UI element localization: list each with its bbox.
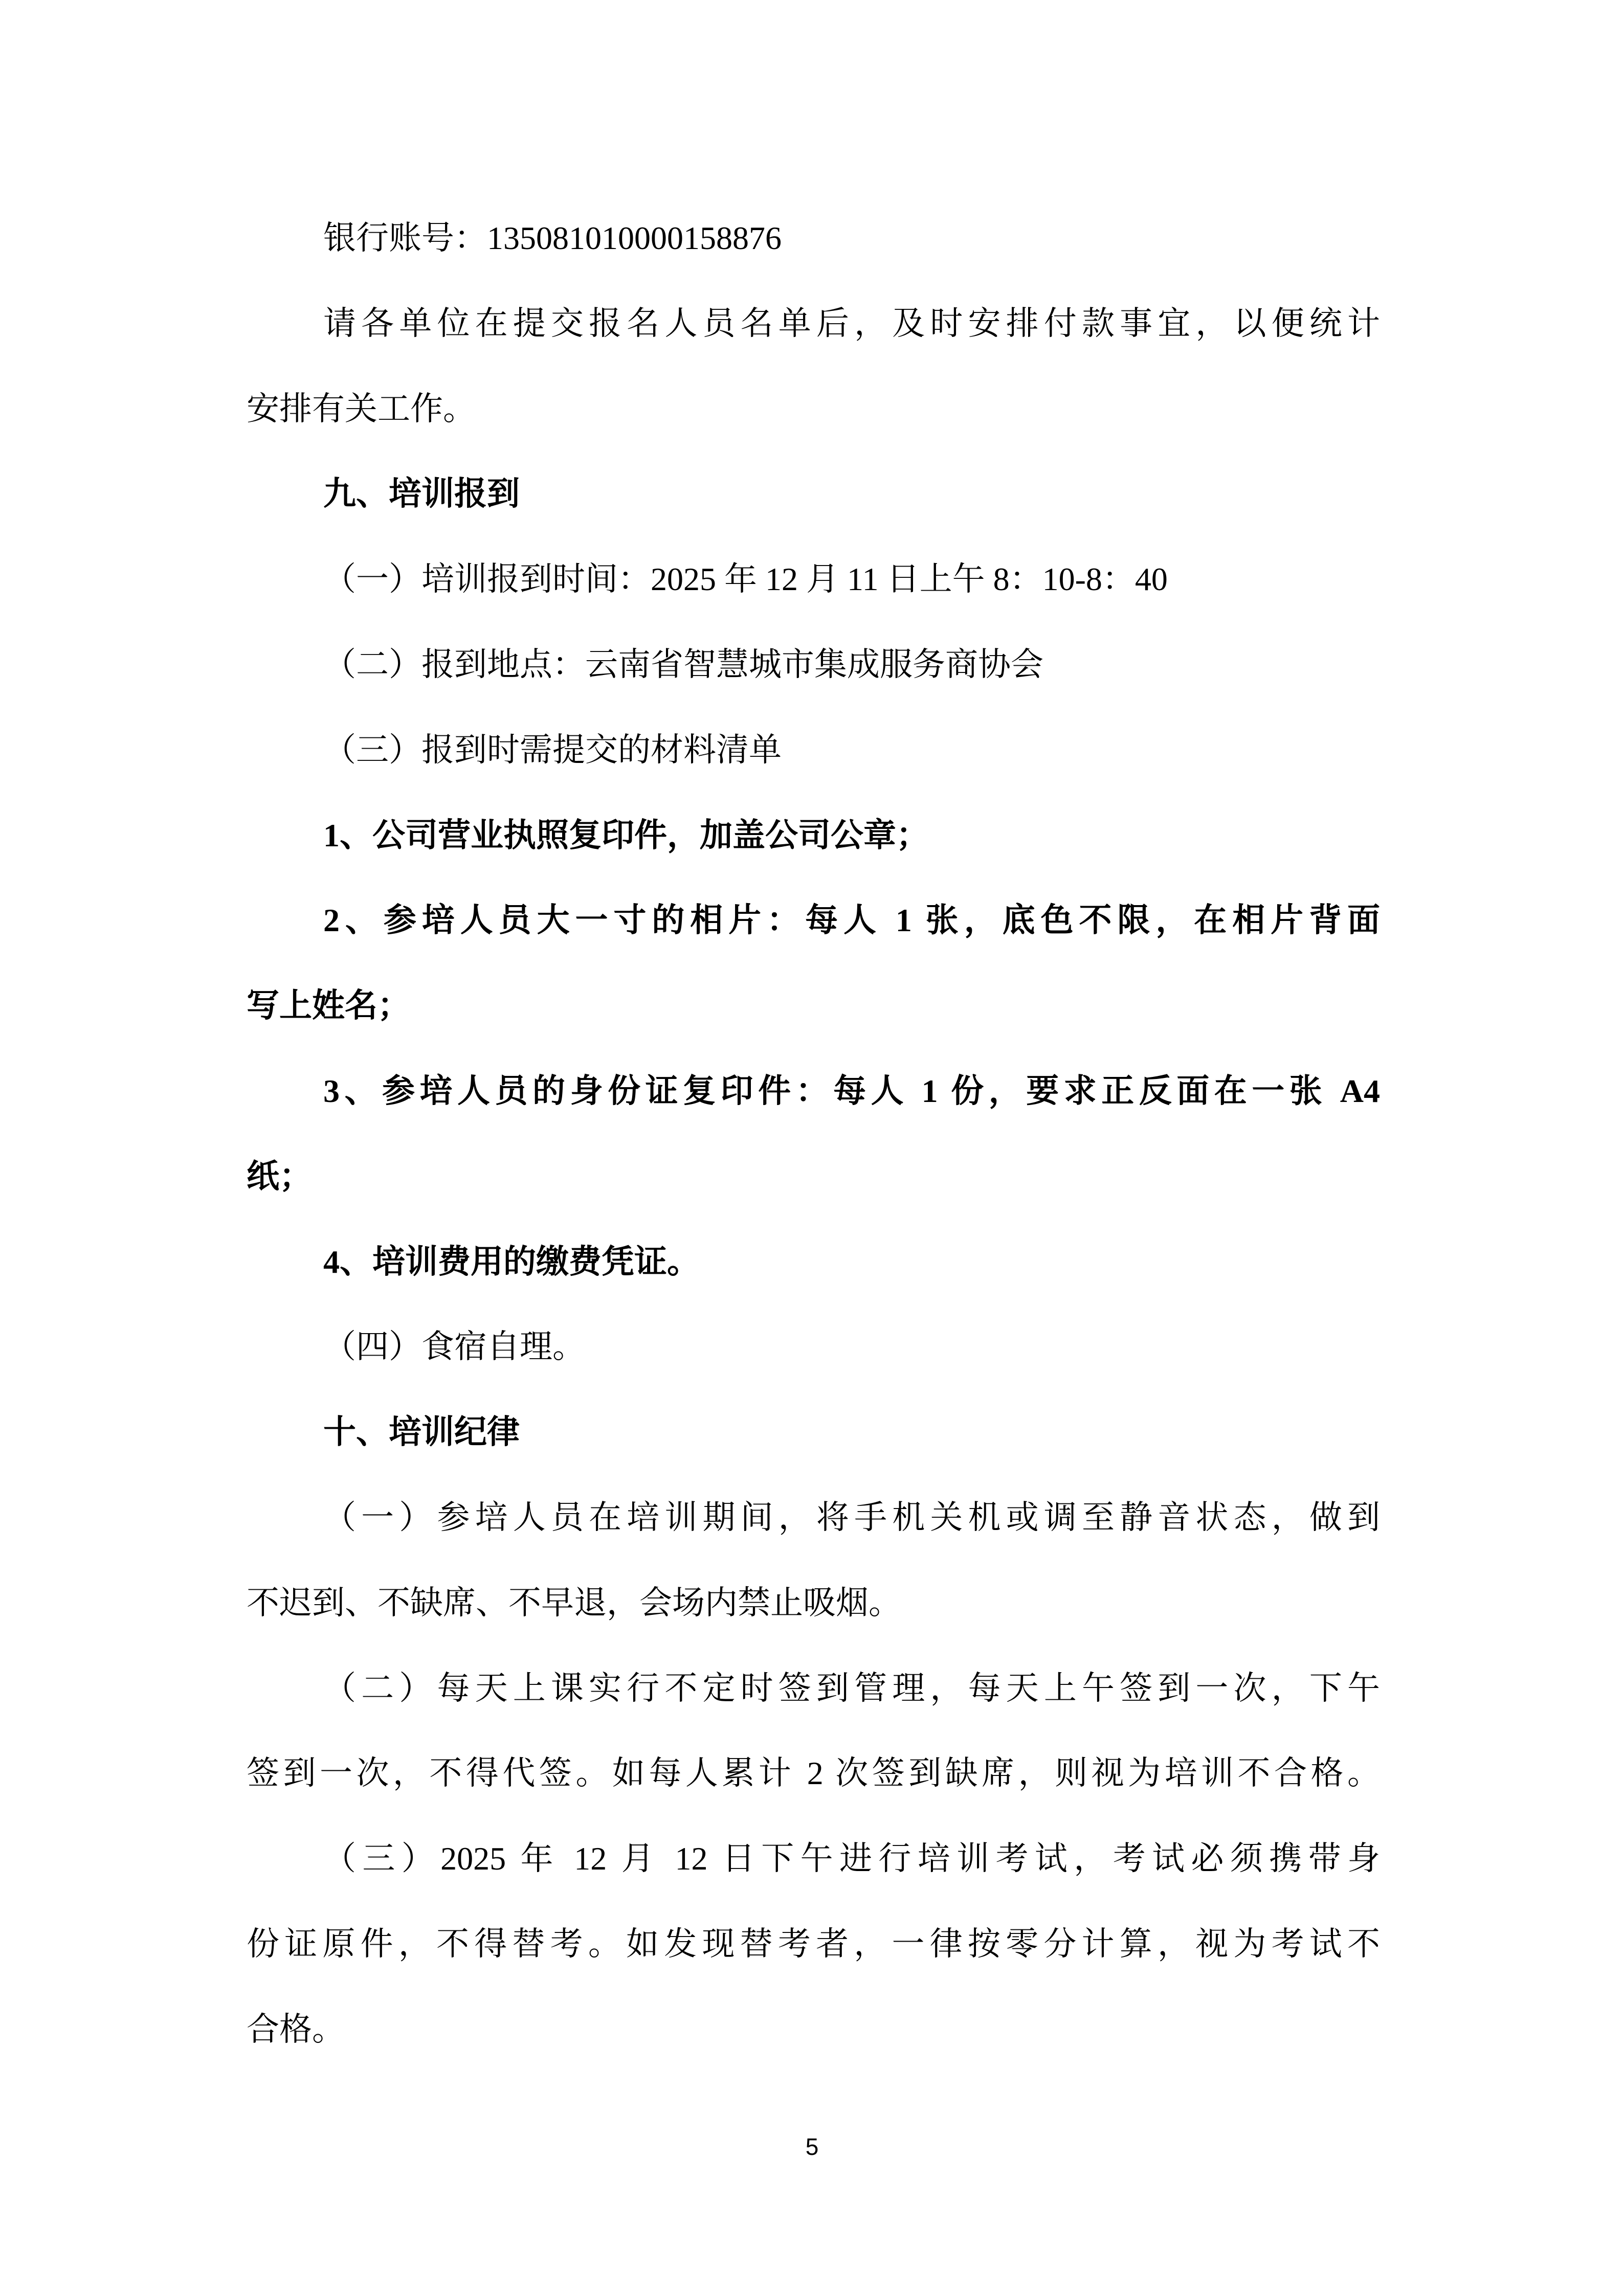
line-material-3a: 3、参培人员的身份证复印件：每人 1 份，要求正反面在一张 A4 xyxy=(323,1072,1380,1109)
document-body xyxy=(247,196,1380,2073)
line-discipline-3b: 份证原件，不得替考。如发现替考者，一律按零分计算，视为考试不 xyxy=(247,1925,1380,1962)
line-bank-account-number: 银行账号：135081010000158876 xyxy=(323,220,782,256)
line-material-1: 1、公司营业执照复印件，加盖公司公章； xyxy=(323,817,929,853)
line-meals-self-care: （四）食宿自理。 xyxy=(323,1329,585,1365)
heading-section-10: 十、培训纪律 xyxy=(323,1414,520,1451)
line-discipline-1a: （一）参培人员在培训期间，将手机关机或调至静音状态，做到 xyxy=(323,1499,1380,1536)
line-discipline-1b: 不迟到、不缺席、不早退，会场内禁止吸烟。 xyxy=(247,1584,901,1621)
line-material-2b: 写上姓名； xyxy=(247,987,410,1024)
line-payment-notice-2: 安排有关工作。 xyxy=(247,390,476,427)
line-material-2a: 2、参培人员大一寸的相片：每人 1 张，底色不限，在相片背面 xyxy=(323,902,1380,939)
line-material-3b: 纸； xyxy=(247,1158,312,1195)
line-materials-list-intro: （三）报到时需提交的材料清单 xyxy=(323,731,782,768)
line-checkin-location: （二）报到地点：云南省智慧城市集成服务商协会 xyxy=(323,646,1043,683)
heading-section-9: 九、培训报到 xyxy=(323,476,520,512)
line-payment-notice-1: 请各单位在提交报名人员名单后，及时安排付款事宜，以便统计 xyxy=(323,305,1380,342)
line-discipline-3a: （三）2025 年 12 月 12 日下午进行培训考试，考试必须携带身 xyxy=(323,1840,1380,1877)
page-number: 5 xyxy=(805,2133,819,2160)
line-material-4: 4、培训费用的缴费凭证。 xyxy=(323,1243,700,1280)
line-discipline-2b: 签到一次，不得代签。如每人累计 2 次签到缺席，则视为培训不合格。 xyxy=(247,1755,1380,1792)
line-discipline-3c: 合格。 xyxy=(247,2011,345,2047)
line-checkin-time: （一）培训报到时间：2025 年 12 月 11 日上午 8：10-8：40 xyxy=(323,561,1168,598)
line-discipline-2a: （二）每天上课实行不定时签到管理，每天上午签到一次，下午 xyxy=(323,1670,1380,1706)
